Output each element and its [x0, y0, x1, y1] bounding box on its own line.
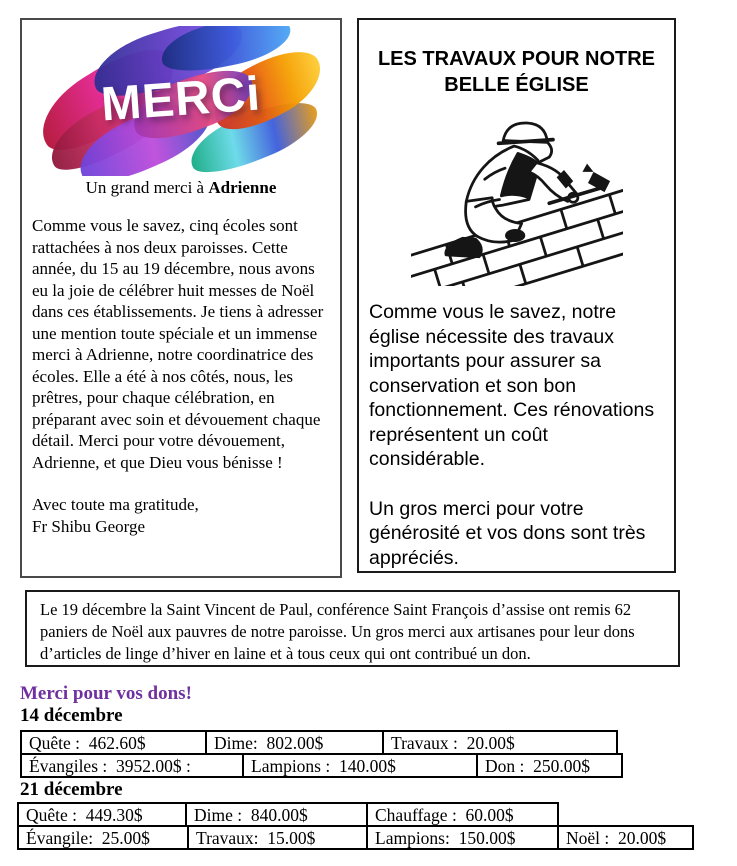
donation-cell: Évangile: 25.00$ [17, 825, 189, 850]
table-row [17, 802, 730, 827]
table-row [20, 753, 730, 778]
closing-line-2: Fr Shibu George [32, 516, 146, 536]
closing-line-1: Avec toute ma gratitude, [32, 495, 199, 514]
donation-cell: Dime: 802.00$ [205, 730, 384, 755]
donations-section [20, 684, 730, 850]
date-heading-21-dec: 21 décembre [20, 779, 123, 800]
thanks-paragraph: Comme vous le savez, cinq écoles sont rattachées à nos deux paroisses. Cette année, du 15 au 19 décembre, nous avons eu la joie de célébrer huit messes de Noël dans ces établissements. Je tiens à adresser une mention toute spéciale et un immense merci à Adrienne, notre coordinatrice des écoles. Elle a été à nos côtés, nous, les prêtres, pour chaque célébration, en préparant avec soin et dévouement chaque détail. Merci pour votre dévouement, Adrienne, et que Dieu vous bénisse ! [32, 216, 324, 472]
donation-cell: Travaux: 15.00$ [187, 825, 368, 850]
notice-box [25, 590, 680, 667]
table-row [20, 730, 730, 755]
thanks-caption-prefix: Un grand merci à [85, 178, 209, 197]
donation-cell: Noël : 20.00$ [557, 825, 694, 850]
travaux-title-line1: LES TRAVAUX POUR NOTRE [377, 48, 656, 70]
donation-cell: Dime : 840.00$ [185, 802, 368, 827]
donation-cell: Chauffage : 60.00$ [366, 802, 559, 827]
merci-logo [38, 26, 324, 176]
merci-card [20, 18, 342, 578]
date-heading-14-dec: 14 décembre [20, 705, 123, 726]
donation-cell: Lampions : 140.00$ [242, 753, 478, 778]
donation-table-14-dec [20, 730, 730, 778]
travaux-title [369, 46, 664, 98]
roofer-illustration [411, 114, 623, 286]
donation-cell: Évangiles : 3952.00$ : [20, 753, 244, 778]
donation-cell: Quête : 449.30$ [17, 802, 187, 827]
thanks-caption [32, 178, 330, 198]
donation-cell: Lampions: 150.00$ [366, 825, 559, 850]
travaux-title-line2: BELLE ÉGLISE [444, 74, 589, 96]
donation-cell: Quête : 462.60$ [20, 730, 207, 755]
donation-table-21-dec [17, 802, 730, 850]
merci-logo-text: MERCi [99, 67, 263, 132]
travaux-paragraph-1: Comme vous le savez, notre église nécessite des travaux importants pour assurer sa conservation et son bon fonctionnement. Ces rénovations représentent un coût considérable. [369, 301, 655, 470]
donation-cell: Travaux : 20.00$ [382, 730, 618, 755]
table-row [17, 825, 730, 850]
donations-heading: Merci pour vos dons! [20, 683, 192, 704]
donation-cell: Don : 250.00$ [476, 753, 623, 778]
notice-text: Le 19 décembre la Saint Vincent de Paul, conférence Saint François d’assise ont remis 62 paniers de Noël aux pauvres de notre paroisse. Un gros merci aux artisanes pour leur dons d’articles de linge d’hiver en laine et à tous ceux qui ont contribué un don. [40, 600, 635, 663]
travaux-card [357, 18, 676, 573]
travaux-paragraph-2: Un gros merci pour votre générosité et vos dons sont très appréciés. [369, 497, 646, 569]
thanks-caption-name: Adrienne [208, 178, 277, 197]
